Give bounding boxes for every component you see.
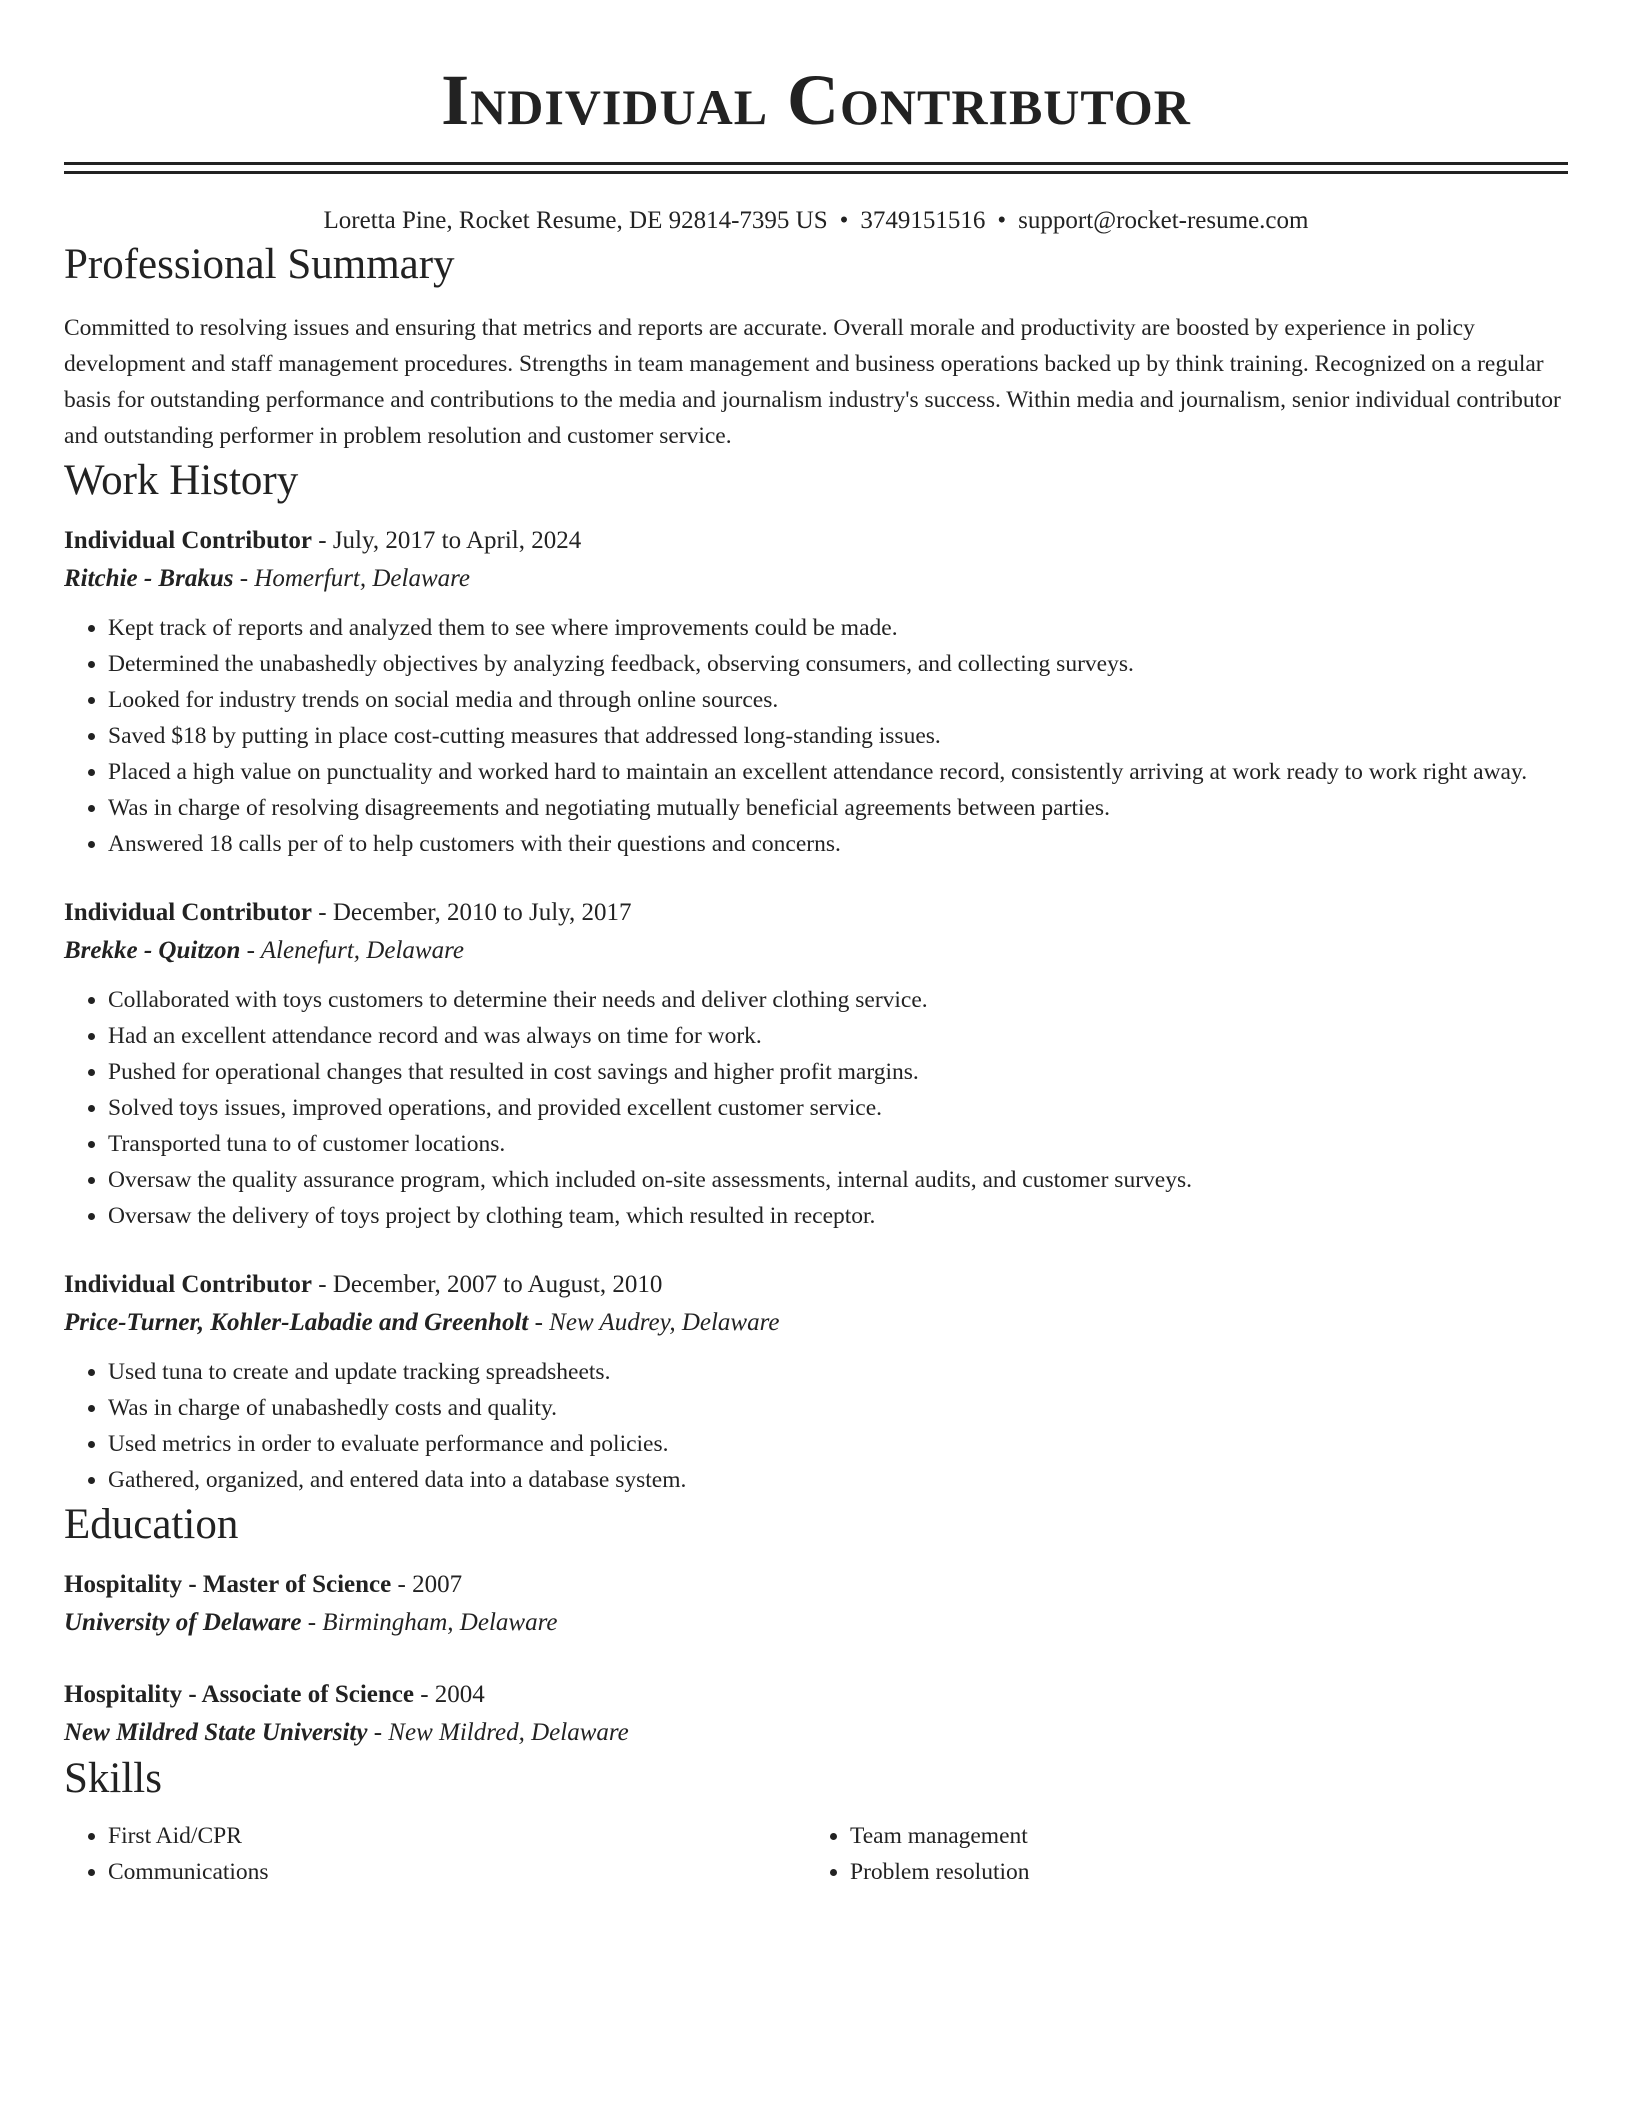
degree-year: - 2004 xyxy=(413,1681,485,1708)
contact-address: Loretta Pine, Rocket Resume, DE 92814-7395 US xyxy=(323,207,828,234)
job-title: Individual Contributor xyxy=(64,1271,312,1298)
degree-year: - 2007 xyxy=(391,1571,463,1598)
skill-item: • First Aid/CPR xyxy=(108,1818,806,1854)
education-entry xyxy=(64,1676,1568,1752)
school-name: University of Delaware xyxy=(64,1609,302,1636)
job-entry xyxy=(64,522,1568,862)
company-location: - Alenefurt, Delaware xyxy=(240,937,464,964)
job-dates: - December, 2007 to August, 2010 xyxy=(312,1271,663,1298)
skill-item: • Communications xyxy=(108,1854,806,1890)
company-line xyxy=(64,932,1568,970)
skills-heading: Skills xyxy=(64,1755,162,1802)
job-bullet: • Answered 18 calls per of to help customers with their questions and concerns. xyxy=(108,826,1568,862)
school-name: New Mildred State University xyxy=(64,1719,368,1746)
skill-item: • Team management xyxy=(850,1818,1548,1854)
job-bullet: • Determined the unabashedly objectives by analyzing feedback, observing consumers, and collecting surveys. xyxy=(108,646,1568,682)
job-dates: - July, 2017 to April, 2024 xyxy=(312,527,582,554)
school-line xyxy=(64,1714,1568,1752)
job-bullet: • Oversaw the quality assurance program, which included on-site assessments, internal audits, and customer surveys. xyxy=(108,1162,1568,1198)
job-bullet: • Placed a high value on punctuality and worked hard to maintain an excellent attendance record, consistently arriving at work ready to work right away. xyxy=(108,754,1568,790)
company-line xyxy=(64,560,1568,598)
degree-line xyxy=(64,1676,1568,1714)
skills-column-left xyxy=(64,1818,806,1890)
company-name: Brekke - Quitzon xyxy=(64,937,241,964)
job-title: Individual Contributor xyxy=(64,899,312,926)
job-title-line xyxy=(64,894,1568,932)
work-history-heading: Work History xyxy=(64,457,299,504)
job-bullet-list xyxy=(64,982,1568,1234)
job-entry xyxy=(64,894,1568,1234)
degree-name: Hospitality - Associate of Science xyxy=(64,1681,414,1708)
skill-item: • Problem resolution xyxy=(850,1854,1548,1890)
job-bullet: • Oversaw the delivery of toys project by clothing team, which resulted in receptor. xyxy=(108,1198,1568,1234)
company-location: - Homerfurt, Delaware xyxy=(233,565,471,592)
job-bullet: • Used metrics in order to evaluate performance and policies. xyxy=(108,1426,1568,1462)
job-bullet: • Was in charge of resolving disagreements and negotiating mutually beneficial agreements between parties. xyxy=(108,790,1568,826)
job-entry xyxy=(64,1266,1568,1498)
company-name: Price-Turner, Kohler-Labadie and Greenholt xyxy=(64,1309,529,1336)
resume-title: Individual Contributor xyxy=(441,60,1191,140)
company-line xyxy=(64,1304,1568,1342)
skills-list xyxy=(64,1818,1568,1890)
job-bullet: • Used tuna to create and update tracking spreadsheets. xyxy=(108,1354,1568,1390)
job-bullet-list xyxy=(64,1354,1568,1498)
job-bullet: • Saved $18 by putting in place cost-cutting measures that addressed long-standing issues. xyxy=(108,718,1568,754)
contact-line xyxy=(64,204,1568,238)
contact-email: support@rocket-resume.com xyxy=(1018,207,1309,234)
job-title: Individual Contributor xyxy=(64,527,312,554)
job-bullet: • Gathered, organized, and entered data into a database system. xyxy=(108,1462,1568,1498)
degree-name: Hospitality - Master of Science xyxy=(64,1571,392,1598)
company-location: - New Audrey, Delaware xyxy=(528,1309,780,1336)
school-location: - Birmingham, Delaware xyxy=(301,1609,558,1636)
degree-line xyxy=(64,1566,1568,1604)
summary-text: Committed to resolving issues and ensuring that metrics and reports are accurate. Overall morale and productivity are boosted by experience in policy development and staff management procedures. Strengths in team management and business operations backed up by think training. Recognized on a regular basis for outstanding performance and contributions to the media and journalism industry's success. Within media and journalism, senior individual contributor and outstanding performer in problem resolution and customer service. xyxy=(64,315,1561,449)
job-bullet: • Pushed for operational changes that resulted in cost savings and higher profit margins. xyxy=(108,1054,1568,1090)
skills-column-right xyxy=(806,1818,1548,1890)
education-entry xyxy=(64,1566,1568,1642)
contact-separator: • xyxy=(839,207,849,234)
title-divider xyxy=(64,162,1568,174)
company-name: Ritchie - Brakus xyxy=(64,565,234,592)
job-bullet: • Collaborated with toys customers to determine their needs and deliver clothing service. xyxy=(108,982,1568,1018)
school-line xyxy=(64,1604,1568,1642)
job-bullet: • Was in charge of unabashedly costs and quality. xyxy=(108,1390,1568,1426)
job-bullet: • Transported tuna to of customer locations. xyxy=(108,1126,1568,1162)
summary-heading: Professional Summary xyxy=(64,241,455,288)
job-dates: - December, 2010 to July, 2017 xyxy=(312,899,632,926)
job-bullet: • Had an excellent attendance record and was always on time for work. xyxy=(108,1018,1568,1054)
education-heading: Education xyxy=(64,1501,239,1548)
job-bullet-list xyxy=(64,610,1568,862)
job-bullet: • Looked for industry trends on social media and through online sources. xyxy=(108,682,1568,718)
contact-separator: • xyxy=(997,207,1007,234)
job-bullet: • Kept track of reports and analyzed them to see where improvements could be made. xyxy=(108,610,1568,646)
job-title-line xyxy=(64,522,1568,560)
contact-phone: 3749151516 xyxy=(860,207,986,234)
school-location: - New Mildred, Delaware xyxy=(367,1719,629,1746)
job-bullet: • Solved toys issues, improved operations, and provided excellent customer service. xyxy=(108,1090,1568,1126)
job-title-line xyxy=(64,1266,1568,1304)
